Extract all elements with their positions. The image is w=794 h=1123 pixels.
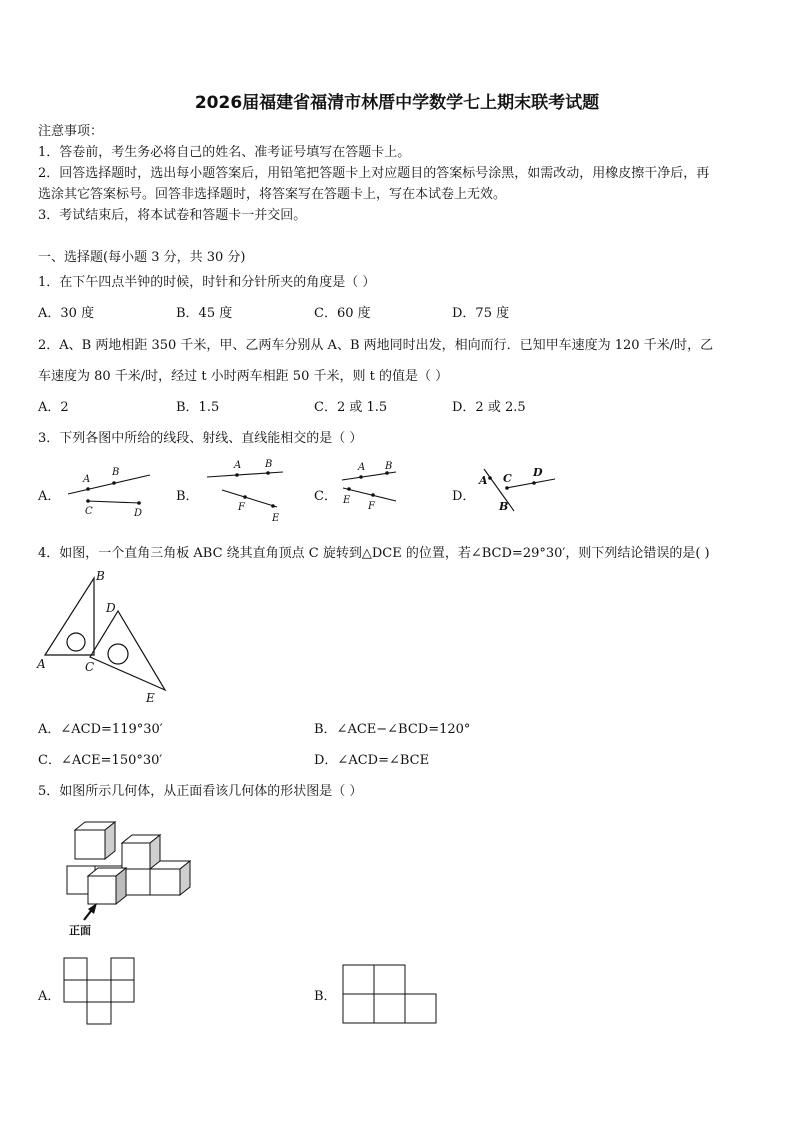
question-4-stem: 4．如图，一个直角三角板 ABC 绕其直角顶点 C 旋转到△DCE 的位置，若∠BCD=29°30′，则下列结论错误的是( ) bbox=[38, 546, 710, 561]
q4-label-c: C bbox=[85, 660, 95, 674]
q3a-label-c: C bbox=[85, 506, 93, 517]
question-2-stem-line1: 2．A、B 两地相距 350 千米，甲、乙两车分别从 A、B 两地同时出发，相向而行．已知甲车速度为 120 千米/时，乙 bbox=[38, 338, 714, 353]
q3-option-b: B． bbox=[176, 489, 199, 504]
q2-option-a: A．2 bbox=[38, 400, 69, 415]
q3d-label-b: B bbox=[499, 500, 509, 513]
notice-heading: 注意事项： bbox=[38, 124, 104, 139]
q3-option-d: D． bbox=[452, 489, 476, 504]
q4-label-b: B bbox=[96, 569, 105, 583]
q5-option-a: A． bbox=[38, 989, 61, 1004]
q3a-label-d: D bbox=[134, 508, 143, 519]
q3d-label-c: C bbox=[503, 472, 512, 485]
question-2-stem-line2: 车速度为 80 千米/时，经过 t 小时两车相距 50 千米，则 t 的值是（ ） bbox=[38, 369, 449, 384]
notice-item: 3．考试结束后，将本试卷和答题卡一并交回。 bbox=[38, 208, 307, 223]
q3c-label-f: F bbox=[368, 501, 375, 512]
q4-label-d: D bbox=[106, 601, 116, 615]
q3b-label-e: E bbox=[272, 513, 280, 524]
section-heading: 一、选择题(每小题 3 分，共 30 分) bbox=[38, 250, 246, 265]
q3-option-a: A． bbox=[38, 489, 61, 504]
q1-option-a: A．30 度 bbox=[38, 306, 95, 321]
question-5-stem: 5．如图所示几何体，从正面看该几何体的形状图是（ ） bbox=[38, 784, 363, 799]
q3-option-c: C． bbox=[314, 489, 337, 504]
notice-item: 2．回答选择题时，选出每小题答案后，用铅笔把答题卡上对应题目的答案标号涂黑，如需改动，用橡皮擦干净后，再 bbox=[38, 166, 710, 181]
q5-option-b-shape bbox=[343, 965, 436, 1023]
q3b-label-a: A bbox=[234, 460, 242, 471]
q5-option-a-shape bbox=[64, 958, 134, 1024]
q4-option-b: B．∠ACE−∠BCD=120° bbox=[314, 722, 471, 737]
q3b-label-f: F bbox=[238, 502, 245, 513]
q3d-label-a: A bbox=[479, 474, 488, 487]
q4-label-a: A bbox=[37, 657, 46, 671]
front-label: 正面 bbox=[69, 924, 91, 937]
notice-item: 选涂其它答案标号。回答非选择题时，将答案写在答题卡上，写在本试卷上无效。 bbox=[38, 187, 507, 202]
q2-option-b: B．1.5 bbox=[176, 400, 220, 415]
page-title: 2026届福建省福清市林厝中学数学七上期末联考试题 bbox=[194, 93, 600, 113]
q4-option-c: C．∠ACE=150°30′ bbox=[38, 753, 163, 768]
q3b-label-b: B bbox=[265, 459, 273, 470]
q4-option-a: A．∠ACD=119°30′ bbox=[38, 722, 163, 737]
q1-option-d: D．75 度 bbox=[452, 306, 510, 321]
q4-option-d: D．∠ACD=∠BCE bbox=[314, 753, 430, 768]
question-1-stem: 1．在下午四点半钟的时候，时针和分针所夹的角度是（ ） bbox=[38, 275, 376, 290]
q2-option-d: D．2 或 2.5 bbox=[452, 400, 526, 415]
q1-option-c: C．60 度 bbox=[314, 306, 371, 321]
q1-option-b: B．45 度 bbox=[176, 306, 233, 321]
q2-option-c: C．2 或 1.5 bbox=[314, 400, 388, 415]
q3d-label-d: D bbox=[533, 466, 543, 479]
q4-label-e: E bbox=[146, 691, 155, 705]
q3c-label-a: A bbox=[358, 462, 366, 473]
q3a-label-b: B bbox=[112, 467, 120, 478]
question-3-stem: 3．下列各图中所给的线段、射线、直线能相交的是（ ） bbox=[38, 431, 363, 446]
q5-option-b: B． bbox=[314, 989, 337, 1004]
q3c-label-b: B bbox=[385, 461, 393, 472]
q3a-label-a: A bbox=[83, 474, 91, 485]
q3c-label-e: E bbox=[343, 495, 351, 506]
notice-item: 1．答卷前，考生务必将自己的姓名、准考证号填写在答题卡上。 bbox=[38, 145, 411, 160]
